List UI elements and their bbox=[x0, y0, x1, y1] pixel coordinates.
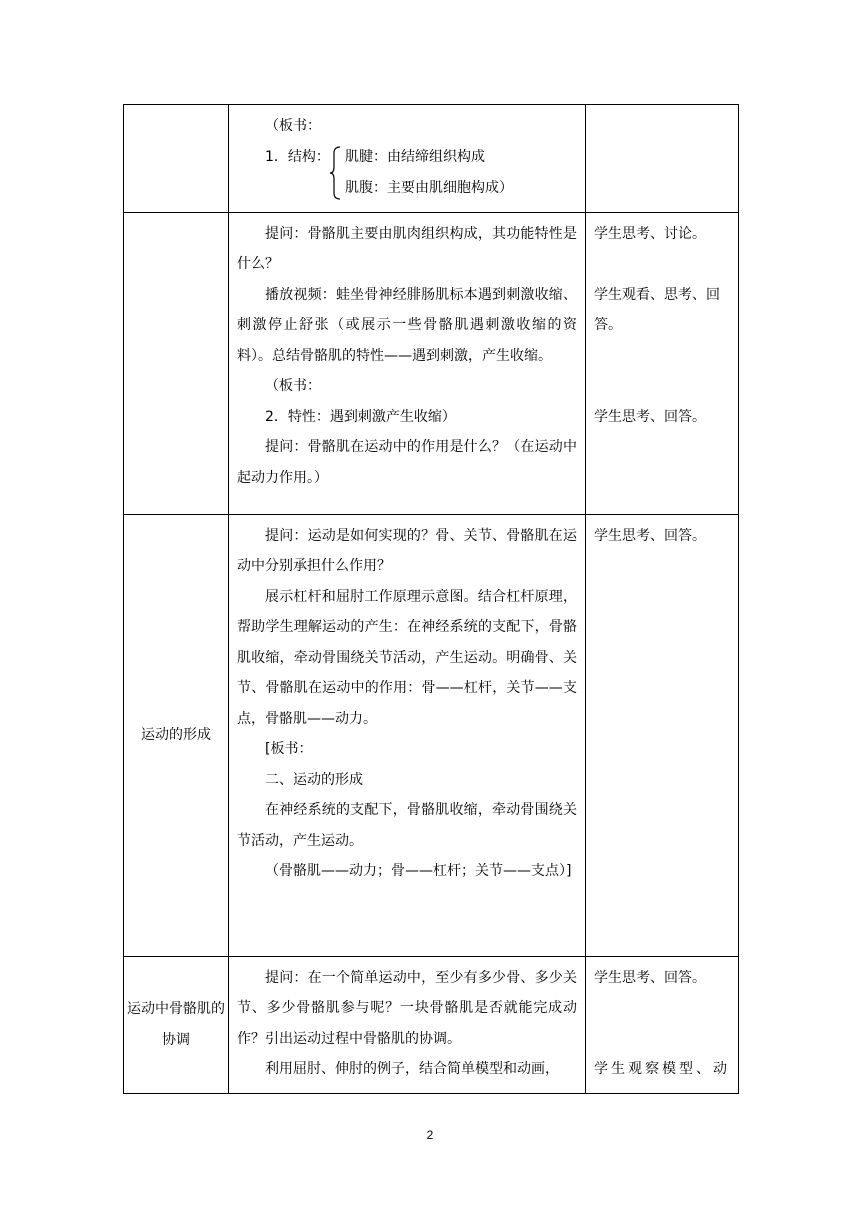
student-activity-cell bbox=[586, 514, 739, 956]
topic-text: 运动中骨骼肌的协调 bbox=[127, 1000, 225, 1048]
table-row bbox=[124, 514, 739, 956]
topic-cell bbox=[124, 105, 229, 213]
student-activity-text: 学生思考、回答。 bbox=[594, 527, 706, 544]
board-note-open: （板书： bbox=[265, 118, 321, 134]
question-text: 提问：在一个简单运动中，至少有多少骨、多少关节、多少骨骼肌参与呢？一块骨骼肌是否就能完成动作？引出运动过程中骨骼肌的协调。 bbox=[237, 969, 577, 1047]
student-activity-text: 学生观察模型、动 bbox=[594, 1061, 730, 1077]
student-activity-cell bbox=[586, 105, 739, 213]
roles-text: （骨骼肌——动力；骨——杠杆；关节——支点）] bbox=[265, 863, 572, 879]
teacher-activity-cell bbox=[229, 212, 586, 514]
student-activity-text: 学生思考、讨论。 bbox=[594, 225, 706, 242]
question-text: 提问：运动是如何实现的？骨、关节、骨骼肌在运动中分别承担什么作用？ bbox=[237, 527, 577, 574]
student-activity-text: 学生观看、思考、回答。 bbox=[594, 286, 720, 333]
question-text: 提问：骨骼肌在运动中的作用是什么？（在运动中起动力作用。） bbox=[237, 439, 577, 486]
page-number: 2 bbox=[426, 1128, 434, 1142]
student-activity-text: 学生思考、回答。 bbox=[594, 408, 706, 425]
curly-brace-icon bbox=[329, 146, 341, 200]
structure-label: 1．结构： bbox=[265, 148, 330, 165]
demonstration-text: 展示杠杆和屈肘工作原理示意图。结合杠杆原理，帮助学生理解运动的产生：在神经系统的支配下，骨骼肌收缩，牵动骨围绕关节活动，产生运动。明确骨、关节、骨骼肌在运动中的作用：骨——杠杆，关节——支点，骨骼肌——动力。 bbox=[237, 588, 577, 727]
table-row bbox=[124, 105, 739, 213]
student-activity-text: 学生思考、回答。 bbox=[594, 969, 706, 986]
teacher-activity-cell bbox=[229, 514, 586, 956]
student-activity-cell bbox=[586, 212, 739, 514]
topic-cell: 运动的形成 bbox=[124, 514, 229, 956]
example-text: 利用屈肘、伸肘的例子，结合简单模型和动画， bbox=[265, 1061, 559, 1077]
structure-brace-group bbox=[237, 142, 577, 204]
question-text: 提问：骨骼肌主要由肌肉组织构成，其功能特性是什么？ bbox=[237, 225, 577, 272]
summary-text: 在神经系统的支配下，骨骼肌收缩，牵动骨围绕关节活动，产生运动。 bbox=[237, 802, 577, 849]
trait-text: 2．特性：遇到刺激产生收缩） bbox=[265, 408, 456, 425]
table-row bbox=[124, 956, 739, 1093]
belly-text: 肌腹：主要由肌细胞构成） bbox=[345, 179, 513, 196]
teacher-activity-cell bbox=[229, 105, 586, 213]
topic-cell bbox=[124, 212, 229, 514]
board-note-open: （板书： bbox=[265, 378, 321, 394]
student-activity-cell bbox=[586, 956, 739, 1093]
tendon-text: 肌腱：由结缔组织构成 bbox=[345, 148, 485, 165]
topic-cell bbox=[124, 956, 229, 1093]
table-row bbox=[124, 212, 739, 514]
lesson-plan-table bbox=[123, 104, 739, 1094]
board-heading: 二、运动的形成 bbox=[265, 771, 363, 788]
video-text: 播放视频：蛙坐骨神经腓肠肌标本遇到刺激收缩、刺激停止舒张（或展示一些骨骼肌遇刺激收缩的资料）。总结骨骼肌的特性——遇到刺激，产生收缩。 bbox=[237, 286, 577, 364]
board-note-open: [板书： bbox=[265, 741, 313, 757]
teacher-activity-cell bbox=[229, 956, 586, 1093]
